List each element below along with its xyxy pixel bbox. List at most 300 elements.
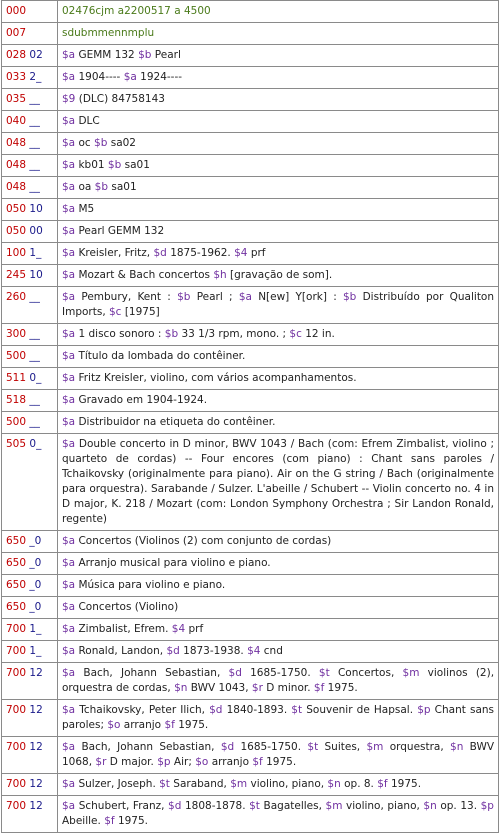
subfield-code: $n [423, 800, 437, 812]
subfield-code: $a [62, 372, 76, 384]
subfield-value: 1875-1962. [170, 247, 231, 259]
field-tag: 000 [6, 5, 27, 17]
subfield-value: Concertos (Violino) [78, 601, 179, 613]
subfield-value: Pembury, Kent : [81, 291, 171, 303]
subfield-value: Pearl GEMM 132 [78, 225, 165, 237]
field-tag: 518 [6, 394, 27, 406]
field-indicators: __ [29, 291, 40, 303]
field-tag-cell [2, 221, 58, 243]
subfield-code: $4 [234, 247, 248, 259]
field-data-cell [58, 221, 499, 243]
subfield-code: $f [164, 719, 175, 731]
subfield-value: Chant sans paroles; [62, 704, 495, 731]
field-data-cell [58, 265, 499, 287]
subfield-value: cnd [263, 645, 283, 657]
subfield-code: $d [166, 645, 180, 657]
subfield-code: $a [62, 159, 76, 171]
subfield-value: prf [250, 247, 266, 259]
subfield-code: $t [318, 667, 330, 679]
marc-field-row [2, 700, 499, 737]
field-tag-cell [2, 575, 58, 597]
subfield-code: $t [159, 778, 170, 790]
subfield-code: $a [62, 800, 76, 812]
field-tag: 040 [6, 115, 27, 127]
field-tag-cell [2, 346, 58, 368]
field-tag: 500 [6, 350, 27, 362]
field-tag: 700 [6, 667, 27, 679]
marc-field-row [2, 412, 499, 434]
field-data-cell [58, 700, 499, 737]
marc-field-row [2, 597, 499, 619]
subfield-value: sa01 [111, 181, 137, 193]
field-data-cell [58, 597, 499, 619]
subfield-code: $b [342, 291, 357, 303]
subfield-code: $a [62, 49, 76, 61]
field-indicators: 12 [29, 667, 43, 679]
field-data-cell [58, 737, 499, 774]
subfield-code: $a [62, 269, 76, 281]
subfield-value: Ronald, Landon, [78, 645, 164, 657]
subfield-value: Souvenir de Hapsal. [306, 704, 414, 716]
field-tag-cell [2, 641, 58, 663]
subfield-value: op. 8. [344, 778, 374, 790]
field-indicators: __ [29, 394, 40, 406]
subfield-value: DLC [78, 115, 100, 127]
field-tag: 700 [6, 800, 27, 812]
subfield-value: [gravação de som]. [230, 269, 333, 281]
subfield-code: $a [62, 623, 76, 635]
subfield-value: 12 in. [305, 328, 335, 340]
subfield-value: oa [78, 181, 92, 193]
subfield-code: $a [62, 601, 76, 613]
subfield-value: prf [188, 623, 204, 635]
field-indicators: __ [29, 416, 40, 428]
field-tag: 700 [6, 741, 27, 753]
subfield-code: $a [62, 203, 76, 215]
subfield-code: $p [157, 756, 171, 768]
subfield-code: $a [62, 438, 76, 450]
subfield-code: $a [62, 394, 76, 406]
field-data-cell [58, 346, 499, 368]
subfield-code: $a [62, 291, 76, 303]
subfield-code: $m [325, 800, 343, 812]
field-data-cell [58, 287, 499, 324]
subfield-code: $4 [247, 645, 261, 657]
field-indicators: __ [29, 159, 40, 171]
field-data-cell [58, 111, 499, 133]
subfield-value: 1975. [266, 756, 297, 768]
subfield-value: 1685-1750. [250, 667, 311, 679]
field-tag: 007 [6, 27, 27, 39]
field-tag-cell [2, 23, 58, 45]
field-tag-cell [2, 619, 58, 641]
subfield-value: (DLC) 84758143 [78, 93, 165, 105]
field-tag-cell [2, 737, 58, 774]
field-tag-cell [2, 177, 58, 199]
subfield-value: Distribuidor na etiqueta do contêiner. [78, 416, 276, 428]
field-tag-cell [2, 390, 58, 412]
marc-field-row [2, 1, 499, 23]
subfield-value: Sulzer, Joseph. [78, 778, 156, 790]
field-tag: 300 [6, 328, 27, 340]
subfield-code: $a [62, 181, 76, 193]
field-data-cell [58, 619, 499, 641]
subfield-value: Schubert, Franz, [78, 800, 165, 812]
subfield-code: $a [62, 247, 76, 259]
subfield-code: $d [168, 800, 182, 812]
subfield-code: $o [107, 719, 121, 731]
field-indicators: 12 [29, 704, 43, 716]
field-data-cell [58, 774, 499, 796]
marc-field-row [2, 265, 499, 287]
subfield-value: [1975] [124, 306, 160, 318]
field-data-cell [58, 553, 499, 575]
field-data-cell [58, 23, 499, 45]
field-indicators: 2_ [29, 71, 42, 83]
field-tag-cell [2, 774, 58, 796]
marc-field-row [2, 199, 499, 221]
field-tag-cell [2, 265, 58, 287]
marc-field-row [2, 434, 499, 531]
field-data-cell [58, 796, 499, 833]
field-indicators: __ [29, 115, 40, 127]
field-tag: 260 [6, 291, 27, 303]
marc-field-row [2, 45, 499, 67]
subfield-code: $d [209, 704, 223, 716]
field-data-cell [58, 531, 499, 553]
field-indicators: 0_ [29, 438, 42, 450]
marc-field-row [2, 324, 499, 346]
subfield-code: $d [228, 667, 242, 679]
subfield-value: 1685-1750. [240, 741, 302, 753]
subfield-code: $b [164, 328, 179, 340]
subfield-value: 1 disco sonoro : [78, 328, 162, 340]
subfield-code: $4 [171, 623, 186, 635]
subfield-value: violino, piano, [250, 778, 325, 790]
field-data-cell [58, 177, 499, 199]
subfield-code: $a [62, 704, 76, 716]
field-tag: 700 [6, 645, 27, 657]
subfield-value: Suites, [324, 741, 361, 753]
field-tag-cell [2, 531, 58, 553]
field-indicators: 1_ [29, 645, 42, 657]
subfield-value: Bach, Johann Sebastian, [83, 667, 221, 679]
field-data-cell [58, 368, 499, 390]
subfield-code: $n [327, 778, 341, 790]
field-data-cell [58, 133, 499, 155]
subfield-code: $a [62, 645, 76, 657]
subfield-code: $m [366, 741, 384, 753]
subfield-code: $a [62, 350, 76, 362]
subfield-code: $d [220, 741, 235, 753]
subfield-value: GEMM 132 [78, 49, 135, 61]
subfield-value: BWV 1043, [190, 682, 249, 694]
subfield-value: Air; [173, 756, 192, 768]
field-tag-cell [2, 368, 58, 390]
field-tag-cell [2, 700, 58, 737]
subfield-value: Pearl [154, 49, 181, 61]
subfield-value: violinos (2), orquestra de cordas, [62, 667, 495, 694]
field-tag: 028 [6, 49, 27, 61]
marc-field-row [2, 155, 499, 177]
marc-field-row [2, 111, 499, 133]
subfield-value: Concertos (Violinos (2) com conjunto de cordas) [78, 535, 332, 547]
subfield-code: $b [138, 49, 152, 61]
subfield-value: Mozart & Bach concertos [78, 269, 211, 281]
subfield-code: $b [94, 181, 109, 193]
field-tag-cell [2, 155, 58, 177]
subfield-code: $t [307, 741, 319, 753]
subfield-code: $9 [62, 93, 76, 105]
subfield-code: $c [289, 328, 302, 340]
subfield-value: Fritz Kreisler, violino, com vários acompanhamentos. [78, 372, 357, 384]
field-indicators: _0 [29, 601, 42, 613]
field-tag-cell [2, 553, 58, 575]
subfield-code: $f [377, 778, 388, 790]
subfield-code: $d [153, 247, 167, 259]
field-indicators: __ [29, 137, 40, 149]
subfield-value: Tchaikovsky, Peter Ilich, [79, 704, 205, 716]
field-indicators: 00 [29, 225, 43, 237]
subfield-value: D minor. [266, 682, 311, 694]
field-tag: 511 [6, 372, 27, 384]
marc-field-row [2, 287, 499, 324]
field-data-cell [58, 1, 499, 23]
subfield-value: Zimbalist, Efrem. [78, 623, 169, 635]
subfield-value: Bach, Johann Sebastian, [81, 741, 215, 753]
field-tag: 048 [6, 159, 27, 171]
marc-field-row [2, 368, 499, 390]
control-field-value: sdubmmennmplu [62, 27, 155, 39]
field-data-cell [58, 390, 499, 412]
subfield-value: Gravado em 1904-1924. [78, 394, 208, 406]
subfield-code: $a [62, 328, 76, 340]
subfield-value: 1924---- [140, 71, 183, 83]
subfield-code: $h [213, 269, 227, 281]
subfield-value: 1904---- [78, 71, 121, 83]
field-tag: 050 [6, 225, 27, 237]
subfield-code: $m [230, 778, 248, 790]
field-indicators: _0 [29, 557, 42, 569]
field-tag-cell [2, 324, 58, 346]
marc-field-row [2, 774, 499, 796]
field-tag: 033 [6, 71, 27, 83]
field-data-cell [58, 324, 499, 346]
subfield-value: violino, piano, [346, 800, 420, 812]
subfield-value: arranjo [123, 719, 162, 731]
subfield-code: $a [62, 667, 76, 679]
subfield-code: $a [62, 115, 76, 127]
subfield-value: Música para violino e piano. [78, 579, 226, 591]
subfield-value: Distribuído por Qualiton Imports, [62, 291, 495, 318]
subfield-code: $r [95, 756, 107, 768]
subfield-code: $n [450, 741, 464, 753]
marc-field-row [2, 221, 499, 243]
field-indicators: 02 [29, 49, 43, 61]
field-indicators: 1_ [29, 247, 42, 259]
field-indicators: _0 [29, 579, 42, 591]
subfield-code: $a [62, 579, 76, 591]
field-tag-cell [2, 89, 58, 111]
subfield-value: orquestra, [389, 741, 444, 753]
marc-field-row [2, 553, 499, 575]
field-tag: 700 [6, 704, 27, 716]
subfield-code: $a [62, 225, 76, 237]
subfield-code: $f [252, 756, 263, 768]
subfield-value: Arranjo musical para violino e piano. [78, 557, 271, 569]
field-tag-cell [2, 434, 58, 531]
subfield-code: $a [62, 741, 76, 753]
subfield-code: $a [62, 137, 76, 149]
field-tag-cell [2, 663, 58, 700]
subfield-value: 1975. [117, 815, 148, 827]
subfield-code: $a [238, 291, 252, 303]
marc-field-row [2, 641, 499, 663]
field-tag-cell [2, 243, 58, 265]
field-data-cell [58, 155, 499, 177]
field-tag: 500 [6, 416, 27, 428]
subfield-code: $a [62, 557, 76, 569]
subfield-value: Bagatelles, [263, 800, 322, 812]
subfield-value: Pearl ; [196, 291, 233, 303]
subfield-code: $a [62, 535, 76, 547]
subfield-value: Saraband, [173, 778, 227, 790]
subfield-value: Título da lombada do contêiner. [78, 350, 246, 362]
field-tag: 650 [6, 579, 27, 591]
subfield-value: Concertos, [337, 667, 395, 679]
subfield-code: $a [62, 71, 76, 83]
field-tag-cell [2, 287, 58, 324]
field-tag: 048 [6, 137, 27, 149]
field-indicators: 10 [29, 269, 43, 281]
field-tag: 505 [6, 438, 27, 450]
field-tag-cell [2, 1, 58, 23]
subfield-code: $a [62, 778, 76, 790]
subfield-value: N[ew] Y[ork] : [258, 291, 337, 303]
field-tag: 700 [6, 623, 27, 635]
marc-field-row [2, 346, 499, 368]
marc-field-row [2, 89, 499, 111]
subfield-value: 1873-1938. [183, 645, 244, 657]
subfield-code: $a [123, 71, 137, 83]
subfield-code: $t [249, 800, 260, 812]
field-data-cell [58, 412, 499, 434]
field-tag-cell [2, 597, 58, 619]
field-tag-cell [2, 199, 58, 221]
subfield-code: $c [109, 306, 122, 318]
marc-field-row [2, 23, 499, 45]
field-tag: 245 [6, 269, 27, 281]
field-tag: 650 [6, 535, 27, 547]
field-indicators: 10 [29, 203, 43, 215]
subfield-value: 1808-1878. [184, 800, 246, 812]
subfield-value: Abeille. [62, 815, 101, 827]
field-data-cell [58, 45, 499, 67]
field-tag: 048 [6, 181, 27, 193]
field-tag-cell [2, 45, 58, 67]
subfield-value: BWV 1068, [62, 741, 495, 768]
subfield-code: $f [313, 682, 325, 694]
field-indicators: 12 [29, 778, 43, 790]
field-tag: 650 [6, 601, 27, 613]
field-data-cell [58, 89, 499, 111]
field-tag-cell [2, 796, 58, 833]
field-indicators: 12 [29, 741, 43, 753]
subfield-value: op. 13. [440, 800, 478, 812]
marc-field-row [2, 737, 499, 774]
subfield-value: 1840-1893. [226, 704, 288, 716]
subfield-value: sa02 [110, 137, 136, 149]
subfield-value: sa01 [124, 159, 150, 171]
marc-field-row [2, 390, 499, 412]
subfield-code: $b [107, 159, 122, 171]
subfield-code: $t [291, 704, 303, 716]
field-tag-cell [2, 111, 58, 133]
control-field-value: 02476cjm a2200517 a 4500 [62, 5, 211, 17]
subfield-code: $p [480, 800, 494, 812]
subfield-value: 1975. [178, 719, 209, 731]
subfield-code: $b [177, 291, 191, 303]
field-tag: 035 [6, 93, 27, 105]
marc-field-row [2, 575, 499, 597]
marc-field-row [2, 663, 499, 700]
marc-field-row [2, 796, 499, 833]
subfield-code: $o [195, 756, 209, 768]
field-tag-cell [2, 133, 58, 155]
field-tag-cell [2, 412, 58, 434]
field-tag: 700 [6, 778, 27, 790]
field-indicators: __ [29, 93, 40, 105]
subfield-value: 1975. [390, 778, 422, 790]
field-data-cell [58, 243, 499, 265]
subfield-code: $r [251, 682, 263, 694]
field-data-cell [58, 199, 499, 221]
field-indicators: __ [29, 328, 40, 340]
subfield-value: oc [78, 137, 91, 149]
subfield-code: $f [104, 815, 115, 827]
marc-field-row [2, 67, 499, 89]
subfield-value: arranjo [211, 756, 250, 768]
field-indicators: 12 [29, 800, 43, 812]
subfield-value: kb01 [78, 159, 105, 171]
marc-field-row [2, 243, 499, 265]
marc-field-row [2, 133, 499, 155]
marc-field-row [2, 177, 499, 199]
field-indicators: 0_ [29, 372, 42, 384]
subfield-value: 33 1/3 rpm, mono. ; [181, 328, 287, 340]
field-indicators: __ [29, 181, 40, 193]
field-data-cell [58, 663, 499, 700]
field-tag-cell [2, 67, 58, 89]
field-data-cell [58, 641, 499, 663]
field-data-cell [58, 434, 499, 531]
field-tag: 100 [6, 247, 27, 259]
subfield-code: $p [417, 704, 431, 716]
subfield-value: D major. [109, 756, 154, 768]
subfield-code: $a [62, 416, 76, 428]
subfield-value: Kreisler, Fritz, [78, 247, 151, 259]
subfield-code: $b [94, 137, 108, 149]
field-tag: 050 [6, 203, 27, 215]
field-tag: 650 [6, 557, 27, 569]
marc-field-row [2, 619, 499, 641]
subfield-value: Double concerto in D minor, BWV 1043 / Bach (com: Efrem Zimbalist, violino ; quarteto de cordas) -- Four encores (com piano) : Chant sans paroles / Tchaikovsky (originalmente para piano). Air on the G string / Bach (originalmente para orquestra). Sarabande / Sulzer. L'abeille / Schubert -- Violin concerto no. 4 in D major, K. 218 / Mozart (com: London Symphony Orchestra ; Sir Landon Ronald, regente) [62, 438, 494, 525]
marc-field-row [2, 531, 499, 553]
marc-record-body [2, 1, 499, 833]
subfield-code: $n [174, 682, 188, 694]
field-indicators: 1_ [29, 623, 42, 635]
field-data-cell [58, 67, 499, 89]
